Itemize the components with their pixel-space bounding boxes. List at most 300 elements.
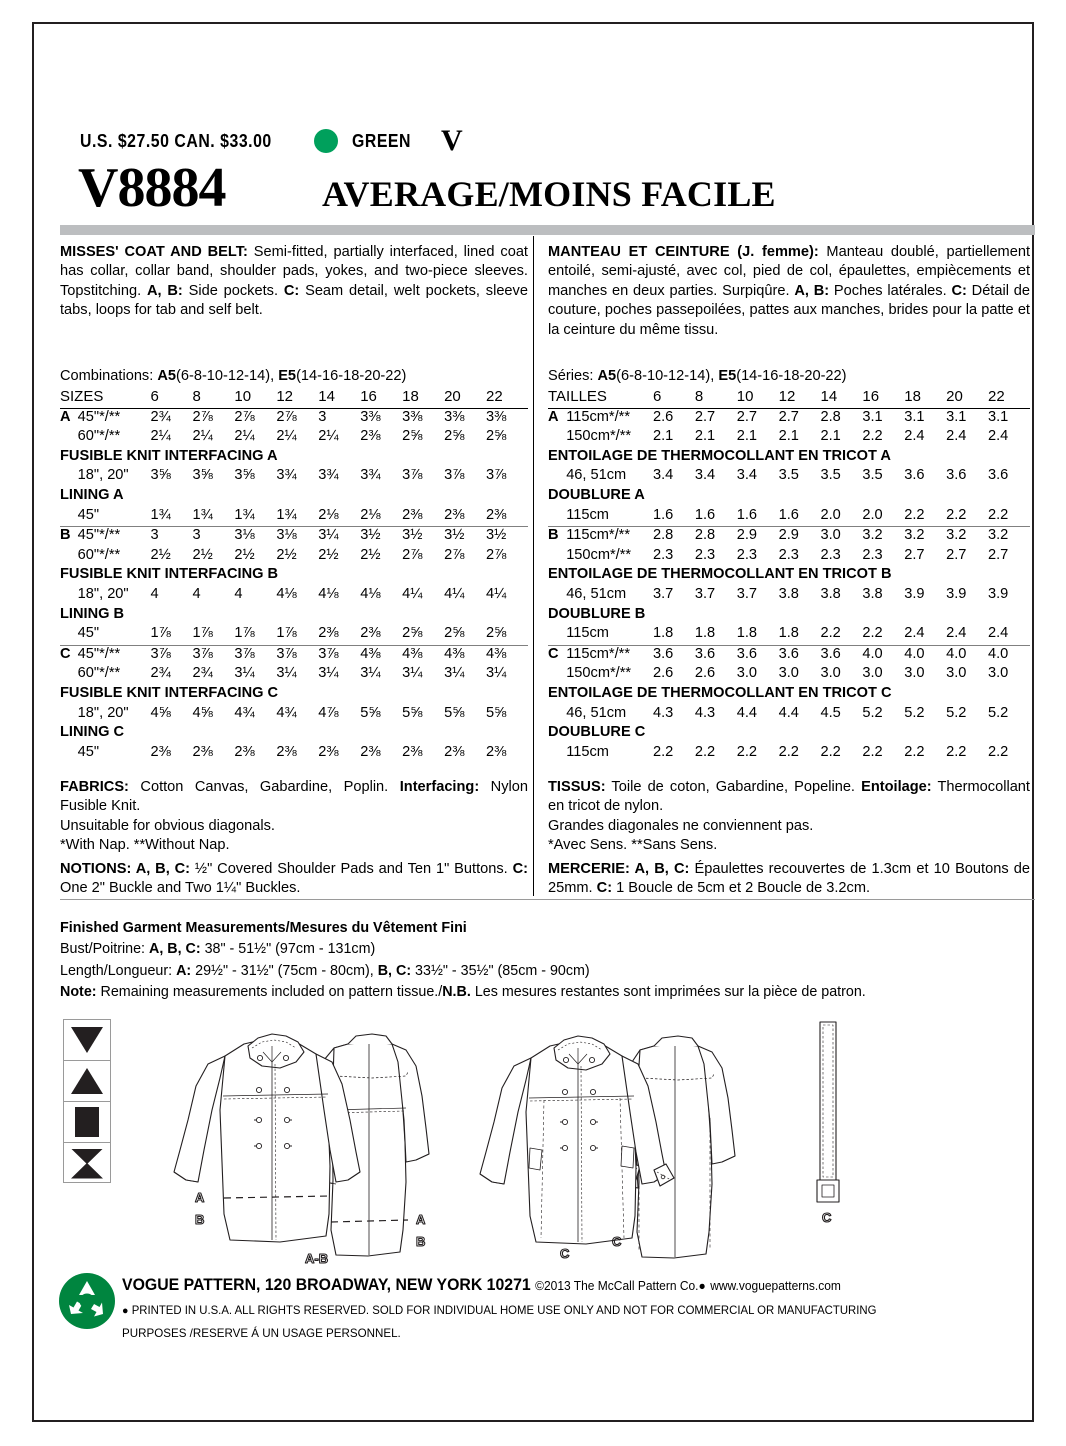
yardage-cell: 2.7 <box>904 546 925 563</box>
yardage-data-row <box>60 586 528 606</box>
yardage-view-letter <box>60 507 78 527</box>
yardage-cell: 2.4 <box>946 625 967 642</box>
yardage-cell: 2.0 <box>820 506 841 523</box>
yardage-cell: 2¼ <box>150 428 171 445</box>
yardage-cell: 2⅛ <box>360 506 381 523</box>
body-shape-guide <box>63 1019 111 1183</box>
length-label: Length/Longueur: <box>60 962 177 979</box>
yardage-view-letter: B <box>548 527 566 547</box>
yardage-cell: 5⅝ <box>402 704 423 721</box>
yardage-cell: 2⅝ <box>444 625 465 642</box>
yardage-cell: 3⅝ <box>234 467 255 484</box>
description-fr-body: Manteau doublé, partiellement entoilé, semi-ajusté, avec col, pied de col, épaulettes, empiècements et manches en deux parties. Surpiqûre. <box>548 244 1031 299</box>
description-fr-ab-text: Poches latérales. <box>829 282 952 299</box>
yardage-cell: 5.2 <box>904 704 925 721</box>
yardage-data-row <box>548 408 1030 428</box>
yardage-section-label: DOUBLURE A <box>548 486 645 503</box>
yardage-cell: 3¼ <box>402 665 423 682</box>
yardage-width-label: 60"*/** <box>77 665 121 682</box>
yardage-cell: 2¾ <box>192 665 213 682</box>
size-column-header: 18 <box>904 388 921 405</box>
finished-heading <box>60 918 1035 939</box>
yardage-cell: 2.1 <box>652 428 674 445</box>
yardage-cell: 3½ <box>402 527 444 547</box>
footer-company-line: VOGUE PATTERN, 120 BROADWAY, NEW YORK 10271 <box>122 1276 531 1294</box>
yardage-cell: 2½ <box>150 546 171 563</box>
description-en-ab-text: Side pockets. <box>182 282 284 299</box>
yardage-view-letter: A <box>60 408 78 428</box>
yardage-cell: 4.0 <box>862 645 904 665</box>
yardage-data-row <box>60 547 528 567</box>
yardage-cell: 2.2 <box>946 506 967 523</box>
bust-measurement <box>60 939 1035 960</box>
yardage-cell: 3½ <box>360 527 402 547</box>
size-column-header: 6 <box>652 388 662 405</box>
yardage-cell: 2.7 <box>737 408 779 428</box>
section-divider <box>60 899 1035 900</box>
yardage-cell: 2¼ <box>234 428 255 445</box>
yardage-cell: 3⅞ <box>402 467 423 484</box>
description-en-body: Semi-fitted, partially interfaced, lined coat has collar, collar band, shoulder pads, yokes, and two-piece sleeves. Topstitching. <box>60 244 528 299</box>
combinations-french <box>548 368 1030 384</box>
yardage-cell: 3⅞ <box>192 645 234 665</box>
yardage-cell: 4.0 <box>988 645 1030 665</box>
yardage-data-row <box>548 625 1030 645</box>
yardage-cell: 3⅜ <box>486 408 528 428</box>
notions-english <box>60 860 528 899</box>
yardage-cell: 2.2 <box>862 428 883 445</box>
yardage-width-label: 150cm*/** <box>566 546 632 563</box>
yardage-cell: 1¾ <box>192 506 213 523</box>
triangle-up-icon <box>71 1068 103 1094</box>
note-text: Remaining measurements included on pattern tissue./ <box>96 984 443 1001</box>
yardage-cell: 4.4 <box>736 704 758 721</box>
yardage-cell: 2.4 <box>987 625 1009 642</box>
notions-en-text1: ½" Covered Shoulder Pads and Ten 1" Buttons. <box>190 861 513 877</box>
yardage-view-letter <box>548 625 566 645</box>
yardage-cell: 4¾ <box>234 704 255 721</box>
label-belt-c: C <box>822 1210 832 1225</box>
yardage-cell: 4⅜ <box>360 645 402 665</box>
yardage-cell: 3.1 <box>904 408 946 428</box>
interfacing-en-text: Nylon Fusible Knit. <box>60 779 528 815</box>
yardage-cell: 2⅜ <box>318 625 339 642</box>
yardage-data-row <box>60 507 528 527</box>
size-column-header: 14 <box>820 388 838 405</box>
yardage-cell: 3.8 <box>778 585 799 602</box>
yardage-cell: 2⅜ <box>402 743 423 760</box>
yardage-width-label: 115cm*/** <box>566 645 653 665</box>
label-back-b: B <box>416 1234 426 1249</box>
yardage-cell: 2.9 <box>779 527 821 547</box>
column-divider <box>533 236 534 896</box>
yardage-cell: 3.9 <box>904 585 925 602</box>
yardage-cell: 3.0 <box>987 665 1009 682</box>
yardage-cell: 2⅝ <box>402 428 423 445</box>
yardage-cell: 3.0 <box>820 665 841 682</box>
yardage-cell: 3⅞ <box>486 467 507 484</box>
yardage-cell: 3.2 <box>988 527 1030 547</box>
combinations-fr-label: Séries: <box>548 368 598 384</box>
yardage-cell: 3⅜ <box>444 408 486 428</box>
yardage-section-row <box>60 685 528 705</box>
yardage-cell: 5⅝ <box>486 704 507 721</box>
yardage-data-row <box>548 467 1030 487</box>
yardage-view-letter <box>60 705 78 725</box>
yardage-cell: 2⅜ <box>444 506 465 523</box>
note-label-fr: N.B. <box>442 984 471 1001</box>
size-column-header: 16 <box>862 388 880 405</box>
yardage-data-row <box>548 744 1030 764</box>
yardage-cell: 3.7 <box>694 585 716 602</box>
belt-c-illustration <box>817 1022 839 1202</box>
yardage-width-label: 150cm*/** <box>566 665 632 682</box>
yardage-width-label: 45"*/** <box>78 408 151 428</box>
yardage-cell: 2.2 <box>694 743 716 760</box>
combination-fr-a5-sizes: (6-8-10-12-14), <box>616 368 719 384</box>
yardage-cell: 1¾ <box>234 506 255 523</box>
yardage-data-row <box>60 408 528 428</box>
yardage-cell: 2⅝ <box>402 625 423 642</box>
label-front-b: B <box>195 1212 205 1227</box>
yardage-cell: 2⅞ <box>276 408 318 428</box>
yardage-header-row <box>60 388 528 408</box>
yardage-cell: 3⅞ <box>444 467 465 484</box>
interfacing-fr-label: Entoilage: <box>861 779 932 795</box>
yardage-data-row <box>548 665 1030 685</box>
size-column-header: 8 <box>192 388 201 405</box>
combinations-en-label: Combinations: <box>60 368 158 384</box>
combination-a5-sizes: (6-8-10-12-14), <box>176 368 279 384</box>
yardage-cell: 2¾ <box>151 408 193 428</box>
description-english <box>60 243 528 321</box>
yardage-cell: 2.2 <box>736 743 758 760</box>
fabrics-fr-text: Toile de coton, Gabardine, Popeline. <box>605 779 862 795</box>
yardage-width-label: 45" <box>77 625 100 642</box>
yardage-cell: 2.2 <box>904 743 925 760</box>
yardage-view-letter <box>548 665 566 685</box>
yardage-header-row <box>548 388 1030 408</box>
yardage-cell: 3.6 <box>695 645 737 665</box>
yardage-cell: 1.8 <box>694 625 716 642</box>
note-label: Note: <box>60 984 97 1001</box>
yardage-data-row <box>60 665 528 685</box>
yardage-data-row <box>60 705 528 725</box>
yardage-width-label: 115cm*/** <box>566 527 653 547</box>
yardage-view-letter <box>548 547 566 567</box>
length-views-bc: B, C: <box>377 962 412 979</box>
color-label: GREEN <box>351 130 411 151</box>
price-row <box>80 126 463 156</box>
yardage-cell: 2.6 <box>652 665 674 682</box>
yardage-data-row <box>60 527 528 547</box>
yardage-cell: 2½ <box>192 546 213 563</box>
yardage-cell: 2¼ <box>192 428 213 445</box>
description-en-view-c: C: <box>283 282 300 299</box>
yardage-cell: 4 <box>192 585 201 602</box>
yardage-cell: 3.6 <box>779 645 821 665</box>
yardage-section-row <box>60 487 528 507</box>
yardage-cell: 2⅞ <box>486 546 507 563</box>
yardage-cell: 5.2 <box>862 704 883 721</box>
yardage-cell: 3.6 <box>904 467 925 484</box>
size-column-header: 12 <box>778 388 796 405</box>
yardage-cell: 2⅜ <box>360 743 381 760</box>
yardage-cell: 2.2 <box>820 625 841 642</box>
yardage-cell: 3.2 <box>862 527 904 547</box>
fabrics-english <box>60 778 528 856</box>
yardage-view-letter: B <box>60 527 78 547</box>
finished-heading-text: Finished Garment Measurements/Mesures du Vêtement Fini <box>60 920 467 936</box>
yardage-cell: 3.9 <box>987 585 1009 602</box>
yardage-cell: 3.5 <box>862 467 883 484</box>
combination-e5: E5 <box>278 368 297 384</box>
yardage-cell: 4⅝ <box>150 704 171 721</box>
yardage-section-row <box>548 724 1030 744</box>
description-en-c-text: Seam detail, welt pockets, sleeve tabs, loops for tab and self belt. <box>60 282 528 319</box>
yardage-cell: 4.4 <box>778 704 799 721</box>
size-column-header: 18 <box>402 388 419 405</box>
notions-fr-text1: Épaulettes recouvertes de 1.3cm et 10 Boutons de 25mm. <box>548 861 1030 897</box>
yardage-cell: 2.4 <box>987 428 1009 445</box>
yardage-data-row <box>548 428 1030 448</box>
length-measurement <box>60 961 1035 982</box>
yardage-cell: 3.8 <box>820 585 841 602</box>
yardage-cell: 2.1 <box>736 428 758 445</box>
yardage-data-row <box>548 547 1030 567</box>
yardage-cell: 5⅝ <box>360 704 381 721</box>
description-en-views-ab: A, B: <box>146 282 183 299</box>
yardage-cell: 2.7 <box>987 546 1009 563</box>
yardage-view-letter <box>60 586 78 606</box>
yardage-cell: 4.5 <box>820 704 841 721</box>
yardage-cell: 2.1 <box>820 428 841 445</box>
yardage-cell: 1.8 <box>652 625 674 642</box>
title-row <box>78 157 978 219</box>
yardage-section-row <box>548 566 1030 586</box>
yardage-cell: 3.6 <box>820 645 862 665</box>
yardage-width-label: 45" <box>77 506 100 523</box>
note-text-fr: Les mesures restantes sont imprimées sur la pièce de patron. <box>470 984 866 1001</box>
bust-views: A, B, C: <box>149 941 201 958</box>
yardage-cell: 3.4 <box>736 467 758 484</box>
yardage-cell: 2.4 <box>904 625 925 642</box>
size-column-header: 6 <box>150 388 159 405</box>
notions-fr-view-c: C: <box>596 880 613 897</box>
description-fr-view-c: C: <box>951 282 967 299</box>
yardage-width-label: 150cm*/** <box>566 428 632 445</box>
yardage-cell: 3⅛ <box>234 527 276 547</box>
yardage-cell: 2⅞ <box>402 546 423 563</box>
yardage-width-label: 18", 20" <box>77 704 129 721</box>
yardage-cell: 2.2 <box>987 506 1009 523</box>
yardage-view-letter <box>60 625 78 645</box>
footer-company <box>122 1276 841 1295</box>
yardage-section-label: FUSIBLE KNIT INTERFACING A <box>60 447 278 464</box>
yardage-width-label: 115cm*/** <box>566 408 653 428</box>
yardage-cell: 2.9 <box>737 527 779 547</box>
yardage-cell: 2.2 <box>820 743 841 760</box>
yardage-section-label: ENTOILAGE DE THERMOCOLLANT EN TRICOT A <box>548 447 891 464</box>
yardage-cell: 2.8 <box>653 527 695 547</box>
yardage-cell: 3⅜ <box>402 408 444 428</box>
yardage-cell: 2.7 <box>779 408 821 428</box>
yardage-cell: 4⅛ <box>276 585 297 602</box>
yardage-cell: 1.6 <box>652 506 674 523</box>
yardage-cell: 3.6 <box>987 467 1009 484</box>
yardage-cell: 1.8 <box>778 625 799 642</box>
yardage-cell: 3.8 <box>862 585 883 602</box>
yardage-cell: 2½ <box>234 546 255 563</box>
yardage-cell: 2.6 <box>694 665 716 682</box>
footer-website-link[interactable]: www.voguepatterns.com <box>710 1279 841 1293</box>
notions-en-view-c: C: <box>512 861 528 877</box>
size-column-header: 12 <box>276 388 294 405</box>
yardage-section-label: FUSIBLE KNIT INTERFACING C <box>60 684 279 701</box>
yardage-cell: 4⅜ <box>486 645 528 665</box>
yardage-cell: 2.3 <box>694 546 716 563</box>
yardage-cell: 3.5 <box>820 467 841 484</box>
yardage-section-label: ENTOILAGE DE THERMOCOLLANT EN TRICOT C <box>548 684 892 701</box>
size-column-header: 10 <box>234 388 252 405</box>
yardage-section-row <box>60 606 528 626</box>
notions-en-text2: One 2" Buckle and Two 1¼" Buckles. <box>60 880 301 897</box>
yardage-cell: 2.0 <box>862 506 883 523</box>
yardage-cell: 2⅞ <box>234 408 276 428</box>
yardage-cell: 3.0 <box>820 527 862 547</box>
yardage-section-row <box>548 448 1030 468</box>
size-column-header: 20 <box>946 388 963 405</box>
yardage-cell: 3⅝ <box>192 467 213 484</box>
yardage-cell: 2½ <box>318 546 339 563</box>
description-french <box>548 243 1030 340</box>
notions-en-label: NOTIONS: <box>60 861 132 877</box>
yardage-section-row <box>60 448 528 468</box>
yardage-view-letter <box>548 744 566 764</box>
yardage-cell: 2.2 <box>946 743 967 760</box>
combinations-english <box>60 368 528 384</box>
yardage-cell: 3.1 <box>988 408 1030 428</box>
size-column-header: 22 <box>486 388 503 405</box>
yardage-cell: 1¾ <box>276 506 297 523</box>
yardage-data-row <box>60 467 528 487</box>
interfacing-fr-text: Thermocollant en tricot de nylon. <box>548 779 1030 815</box>
fabrics-en-nap: *With Nap. **Without Nap. <box>60 837 230 854</box>
yardage-cell: 2⅞ <box>444 546 465 563</box>
yardage-section-label: LINING B <box>60 605 125 622</box>
footer-rights-text-1: PRINTED IN U.S.A. ALL RIGHTS RESERVED. SOLD FOR INDIVIDUAL HOME USE ONLY AND NOT FOR COMMERCIAL OR MANUFACTURING <box>131 1304 877 1317</box>
yardage-cell: 3.0 <box>904 665 925 682</box>
yardage-section-label: LINING A <box>60 486 124 503</box>
yardage-cell: 3½ <box>486 527 528 547</box>
yardage-cell: 2⅜ <box>360 428 381 445</box>
yardage-view-letter <box>60 665 78 685</box>
yardage-cell: 3¾ <box>318 467 339 484</box>
rectangle-icon <box>75 1107 99 1137</box>
yardage-cell: 4⅜ <box>402 645 444 665</box>
size-header-cell: TAILLES <box>548 388 607 405</box>
yardage-width-label: 45"*/** <box>78 645 151 665</box>
yardage-data-row <box>548 586 1030 606</box>
bust-value: 38" - 51½" (97cm - 131cm) <box>200 941 376 958</box>
yardage-cell: 3¼ <box>318 527 360 547</box>
yardage-cell: 2⅜ <box>150 743 171 760</box>
yardage-cell: 2⅜ <box>360 625 381 642</box>
yardage-width-label: 18", 20" <box>77 467 129 484</box>
yardage-width-label: 45" <box>77 743 100 760</box>
yardage-cell: 2¼ <box>276 428 297 445</box>
yardage-cell: 2⅞ <box>192 408 234 428</box>
size-column-header: 22 <box>987 388 1005 405</box>
yardage-cell: 1.6 <box>736 506 758 523</box>
yardage-cell: 2½ <box>360 546 381 563</box>
yardage-view-letter: A <box>548 408 566 428</box>
body-shape-cell <box>64 1061 110 1102</box>
yardage-cell: 2.3 <box>652 546 674 563</box>
yardage-cell: 5⅝ <box>444 704 465 721</box>
yardage-section-row <box>548 606 1030 626</box>
yardage-cell: 3¼ <box>318 665 339 682</box>
yardage-view-letter <box>548 507 566 527</box>
footer-rights-line2 <box>122 1327 401 1340</box>
combination-fr-a5: A5 <box>597 368 617 384</box>
description-fr-views-ab: A, B: <box>794 282 830 299</box>
interfacing-en-label: Interfacing: <box>399 779 480 795</box>
label-c-front: C <box>560 1246 570 1261</box>
yardage-cell: 2.1 <box>694 428 716 445</box>
yardage-cell: 2.6 <box>653 408 695 428</box>
yardage-cell: 3⅞ <box>276 645 318 665</box>
page-title: V8884 <box>78 157 226 219</box>
yardage-cell: 2⅜ <box>192 743 213 760</box>
yardage-view-letter <box>548 467 566 487</box>
yardage-cell: 3.1 <box>946 408 988 428</box>
yardage-cell: 4¼ <box>444 585 465 602</box>
yardage-cell: 2½ <box>276 546 297 563</box>
yardage-section-label: DOUBLURE C <box>548 724 646 741</box>
yardage-section-row <box>548 685 1030 705</box>
yardage-cell: 3¼ <box>486 665 507 682</box>
yardage-cell: 2.8 <box>695 527 737 547</box>
yardage-cell: 1⅞ <box>150 625 171 642</box>
label-c-back: C <box>612 1234 622 1249</box>
yardage-cell: 3.7 <box>652 585 674 602</box>
yardage-cell: 2⅜ <box>234 743 255 760</box>
yardage-cell: 3¾ <box>276 467 297 484</box>
yardage-section-row <box>548 487 1030 507</box>
yardage-data-row <box>60 645 528 665</box>
size-column-header: 20 <box>444 388 461 405</box>
body-shape-cell <box>64 1102 110 1143</box>
yardage-cell: 3⅛ <box>276 527 318 547</box>
yardage-cell: 4¼ <box>402 585 423 602</box>
yardage-data-row <box>548 507 1030 527</box>
yardage-cell: 4 <box>150 585 159 602</box>
yardage-cell: 3¼ <box>276 665 297 682</box>
yardage-view-letter: C <box>60 645 78 665</box>
yardage-cell: 2.3 <box>862 546 883 563</box>
size-column-header: 16 <box>360 388 377 405</box>
label-back-a: A <box>416 1212 426 1227</box>
yardage-cell: 2⅜ <box>444 743 465 760</box>
yardage-cell: 3.1 <box>862 408 904 428</box>
fabrics-en-text: Cotton Canvas, Gabardine, Poplin. <box>128 779 400 795</box>
yardage-cell: 4.3 <box>694 704 716 721</box>
yardage-cell: 2.4 <box>904 428 925 445</box>
yardage-cell: 3⅝ <box>150 467 171 484</box>
yardage-section-label: FUSIBLE KNIT INTERFACING B <box>60 566 279 583</box>
yardage-cell: 2⅝ <box>444 428 465 445</box>
